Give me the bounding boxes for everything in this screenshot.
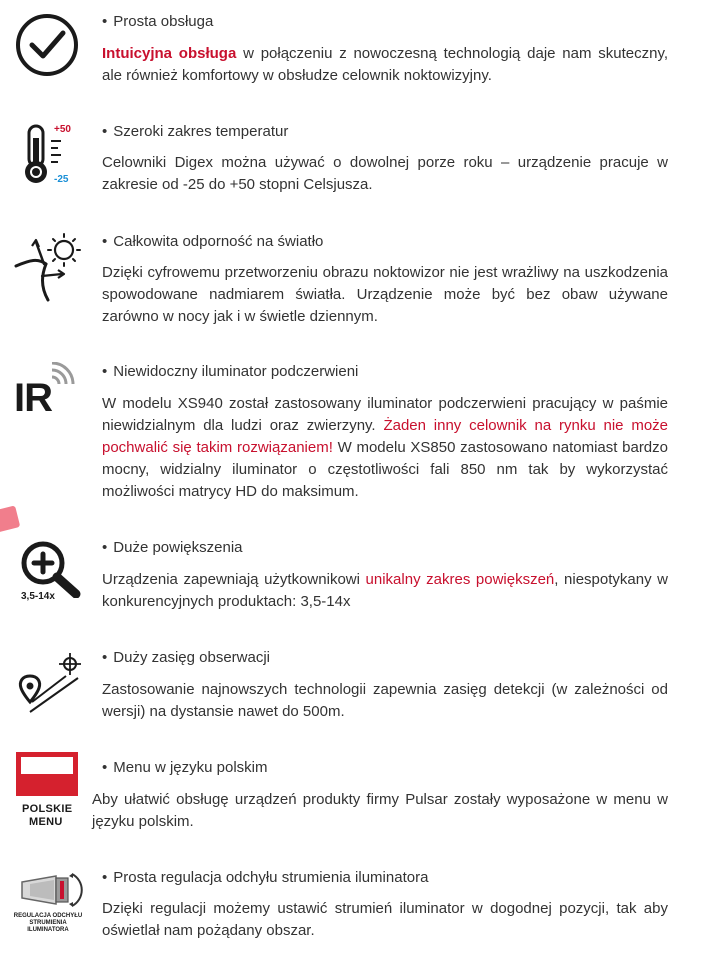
zoom-range-label: 3,5-14x bbox=[21, 591, 55, 602]
polskie-label: POLSKIE bbox=[22, 803, 73, 815]
feature-title: • Duży zasięg obserwacji bbox=[102, 649, 270, 666]
feature-title: • Menu w języku polskim bbox=[102, 759, 268, 776]
range-target-icon bbox=[16, 650, 86, 716]
feature-description: Celowniki Digex można używać o dowolnej porze roku – urządzenie pracuje w zakresie od -25 do +50 stopni Celsjusza. bbox=[102, 154, 668, 193]
feature-description: Dzięki cyfrowemu przetworzeniu obrazu noktowizor nie jest wrażliwy na uszkodzenia spowodowane nadmiarem światła. Urządzenie może być bez obaw używane zarówno w nocy jak i w świetle dziennym. bbox=[102, 264, 668, 325]
highlight-text: Intuicyjna obsługa bbox=[102, 45, 237, 62]
beam-label-line3: ILUMINATORA bbox=[27, 927, 69, 933]
feature-title: • Prosta regulacja odchyłu strumienia iluminatora bbox=[102, 869, 429, 886]
thermometer-icon bbox=[20, 122, 80, 190]
beam-label-line2: STRUMIENIA bbox=[29, 920, 67, 926]
feature-description: Aby ułatwić obsługę urządzeń produkty firmy Pulsar zostały wyposażone w menu w języku polskim. bbox=[92, 791, 668, 830]
infrared-icon bbox=[14, 362, 90, 426]
temperature-minus-label: -25 bbox=[54, 174, 69, 185]
feature-title: • Szeroki zakres temperatur bbox=[102, 123, 289, 140]
illuminator-beam-icon bbox=[12, 868, 88, 944]
beam-label-line1: REGULACJA ODCHYŁU bbox=[13, 913, 83, 919]
check-circle-icon bbox=[14, 12, 84, 82]
highlight-text: unikalny zakres powiększeń bbox=[365, 571, 555, 588]
menu-label: MENU bbox=[29, 816, 63, 828]
feature-title: • Prosta obsługa bbox=[102, 13, 214, 30]
highlight-text: Żaden inny celownik na rynku nie może pochwalić się takim rozwiązaniem! bbox=[102, 417, 669, 456]
feature-title: • Duże powiększenia bbox=[102, 539, 243, 556]
feature-title: • Całkowita odporność na światło bbox=[102, 233, 324, 250]
feature-description: Zastosowanie najnowszych technologii zapewnia zasięg detekcji (w zależności od wersji) na dystansie nawet do 500m. bbox=[102, 681, 668, 720]
feature-title: • Niewidoczny iluminator podczerwieni bbox=[102, 363, 359, 380]
feature-description: Dzięki regulacji możemy ustawić strumień iluminator w dogodnej pozycji, tak aby oświetlał nam pożądany obszar. bbox=[102, 900, 668, 939]
polish-flag-icon bbox=[16, 752, 80, 832]
feature-description: Urządzenia zapewniają użytkownikowi unikalny zakres powiększeń, niespotykany w konkurencyjnych produktach: 3,5-14x bbox=[102, 571, 668, 610]
pink-highlighter-mark bbox=[0, 505, 20, 532]
ir-label: IR bbox=[14, 376, 52, 420]
temperature-plus-label: +50 bbox=[54, 124, 71, 135]
zoom-in-icon bbox=[18, 538, 88, 608]
feature-description: W modelu XS940 został zastosowany iluminator podczerwieni pracujący w paśmie niewidzialnym dla ludzi oraz zwierzyny. Żaden inny celownik na rynku nie może pochwalić się takim rozwiązaniem! W modelu XS850 zastosowano natomiast bardzo mocny, widzialny iluminator o częstotliwości fali 850 nm tak by wykorzystać możliwości matrycy HD do maksimum. bbox=[102, 395, 669, 500]
feature-description: Intuicyjna obsługa w połączeniu z nowoczesną technologią daje nam skuteczny, ale również komfortowy w obsłudze celownik noktowizyjny. bbox=[102, 45, 668, 84]
sun-resistance-icon bbox=[12, 230, 92, 302]
